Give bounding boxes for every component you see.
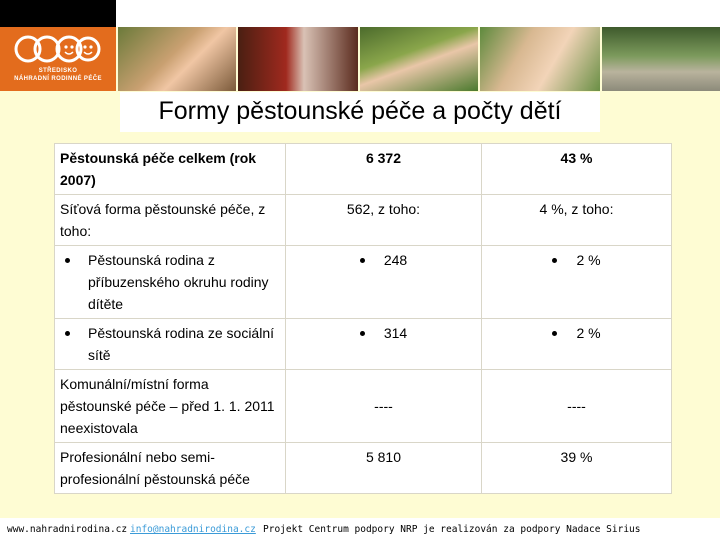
bullet-icon — [360, 258, 365, 263]
row-count: 6 372 — [286, 144, 482, 195]
row-percent: 39 % — [482, 443, 672, 494]
logo-line2: NÁHRADNÍ RODINNÉ PÉČE — [14, 76, 102, 82]
row-count-cell — [286, 319, 482, 370]
row-percent: 2 % — [576, 252, 601, 268]
bullet-icon — [65, 331, 70, 336]
logo-faces-icon — [14, 32, 102, 66]
row-count: ---- — [286, 370, 482, 443]
row-count: 314 — [383, 325, 408, 341]
bullet-item — [60, 249, 280, 315]
table-row — [55, 319, 672, 370]
row-label: Profesionální nebo semi-profesionální pěstounská péče — [55, 443, 286, 494]
row-label: Síťová forma pěstounské péče, z toho: — [55, 195, 286, 246]
page-title: Formy pěstounské péče a počty dětí — [158, 97, 562, 125]
bullet-item — [360, 249, 407, 271]
row-percent: 2 % — [576, 325, 601, 341]
row-label-cell — [55, 246, 286, 319]
table-row — [55, 246, 672, 319]
bullet-item — [360, 322, 407, 344]
row-label-cell — [55, 319, 286, 370]
bullet-icon — [552, 258, 557, 263]
row-percent: ---- — [482, 370, 672, 443]
banner-photo-girl — [238, 27, 358, 91]
foster-care-table — [54, 143, 672, 494]
logo — [0, 27, 116, 91]
row-percent-cell — [482, 246, 672, 319]
table-row — [55, 370, 672, 443]
row-count: 562, z toho: — [286, 195, 482, 246]
banner-photo-child-park — [602, 27, 720, 91]
logo-line1: STŘEDISKO — [38, 68, 78, 74]
banner-photo-children-group — [118, 27, 236, 91]
top-bar-dark-block — [0, 0, 116, 27]
row-label: Komunální/místní forma pěstounské péče – před 1. 1. 2011 neexistovala — [55, 370, 286, 443]
footer-email-link[interactable]: info@nahradnirodina.cz — [130, 524, 256, 535]
footer-note: Projekt Centrum podpory NRP je realizován za podpory Nadace Sirius — [263, 524, 641, 535]
row-percent: 43 % — [482, 144, 672, 195]
footer — [0, 518, 720, 540]
table-row — [55, 443, 672, 494]
table-row — [55, 195, 672, 246]
top-bar — [0, 0, 720, 27]
banner-photo-two-boys — [480, 27, 600, 91]
footer-website-link[interactable]: www.nahradnirodina.cz — [7, 524, 128, 535]
row-percent-cell — [482, 319, 672, 370]
bullet-icon — [65, 258, 70, 263]
row-count: 248 — [383, 252, 408, 268]
table-row — [55, 144, 672, 195]
bullet-item — [60, 322, 280, 366]
bullet-icon — [360, 331, 365, 336]
header-banner — [0, 27, 720, 91]
bullet-icon — [552, 331, 557, 336]
banner-photo-boy-forest — [360, 27, 478, 91]
row-count-cell — [286, 246, 482, 319]
row-label: Pěstounská rodina ze sociální sítě — [88, 325, 274, 363]
row-label: Pěstounská péče celkem (rok 2007) — [55, 144, 286, 195]
bullet-item — [552, 249, 600, 271]
row-percent: 4 %, z toho: — [482, 195, 672, 246]
bullet-item — [552, 322, 600, 344]
row-label: Pěstounská rodina z příbuzenského okruhu rodiny dítěte — [88, 252, 269, 312]
row-count: 5 810 — [286, 443, 482, 494]
